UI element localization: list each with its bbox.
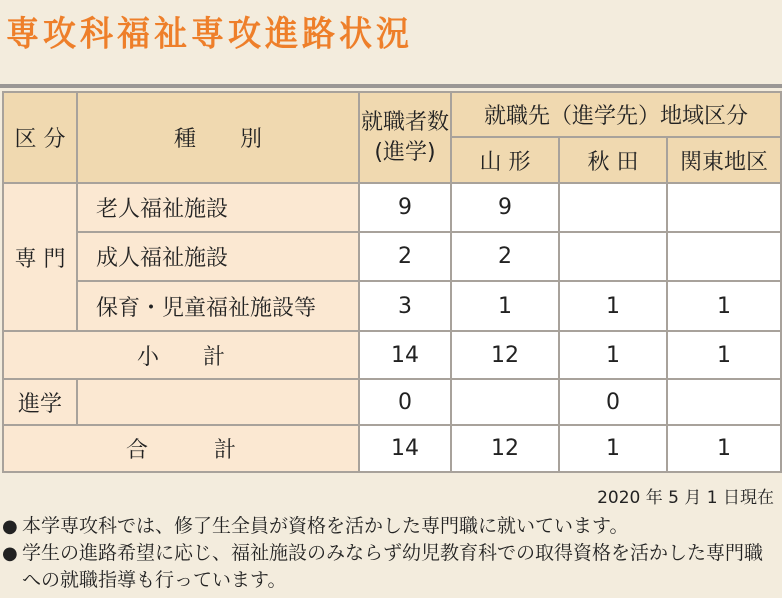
row-type: 成人福祉施設 [77,232,359,281]
note-text: 学生の進路希望に応じ、福祉施設のみならず幼児教育科での取得資格を活かした専門職への就職指導も行っています。 [22,542,764,591]
cell-yamagata: 1 [451,281,559,331]
header-region-akita: 秋 田 [559,137,667,183]
bullet-icon: ● [2,543,18,564]
row-type: 保育・児童福祉施設等 [77,281,359,331]
cell-employed: 9 [359,183,451,232]
total-employed: 14 [359,425,451,472]
group-label: 専 門 [3,183,77,331]
title-rule [0,84,782,88]
subtotal-akita: 1 [559,331,667,379]
header-region: 就職先（進学先）地域区分 [451,92,781,137]
header-region-yamagata: 山 形 [451,137,559,183]
cell-yamagata: 2 [451,232,559,281]
shingaku-kanto [667,379,781,425]
cell-akita [559,183,667,232]
total-akita: 1 [559,425,667,472]
shingaku-type [77,379,359,425]
notes-list [2,513,780,594]
bullet-icon: ● [2,516,18,537]
page-title: 専攻科福祉専攻進路状況 [6,13,413,55]
subtotal-label: 小 計 [3,331,359,379]
header-employed: 就職者数 (進学) [359,92,451,183]
subtotal-yamagata: 12 [451,331,559,379]
note-item [2,540,780,594]
shingaku-employed: 0 [359,379,451,425]
cell-employed: 2 [359,232,451,281]
table-row [3,232,781,281]
header-type: 種 別 [77,92,359,183]
header-category: 区 分 [3,92,77,183]
cell-kanto [667,183,781,232]
total-kanto: 1 [667,425,781,472]
note-item [2,513,780,540]
header-region-kanto: 関東地区 [667,137,781,183]
cell-akita [559,232,667,281]
subtotal-row [3,331,781,379]
total-label: 合 計 [3,425,359,472]
table-row [3,281,781,331]
cell-yamagata: 9 [451,183,559,232]
career-table [2,91,782,473]
note-text: 本学専攻科では、修了生全員が資格を活かした専門職に就いています。 [22,515,629,537]
row-type: 老人福祉施設 [77,183,359,232]
table-row [3,183,781,232]
shingaku-akita: 0 [559,379,667,425]
cell-akita: 1 [559,281,667,331]
total-yamagata: 12 [451,425,559,472]
shingaku-yamagata [451,379,559,425]
cell-kanto [667,232,781,281]
cell-employed: 3 [359,281,451,331]
cell-kanto: 1 [667,281,781,331]
as-of-date: 2020 年 5 月 1 日現在 [597,488,774,508]
shingaku-row [3,379,781,425]
subtotal-employed: 14 [359,331,451,379]
subtotal-kanto: 1 [667,331,781,379]
total-row [3,425,781,472]
shingaku-label: 進学 [3,379,77,425]
